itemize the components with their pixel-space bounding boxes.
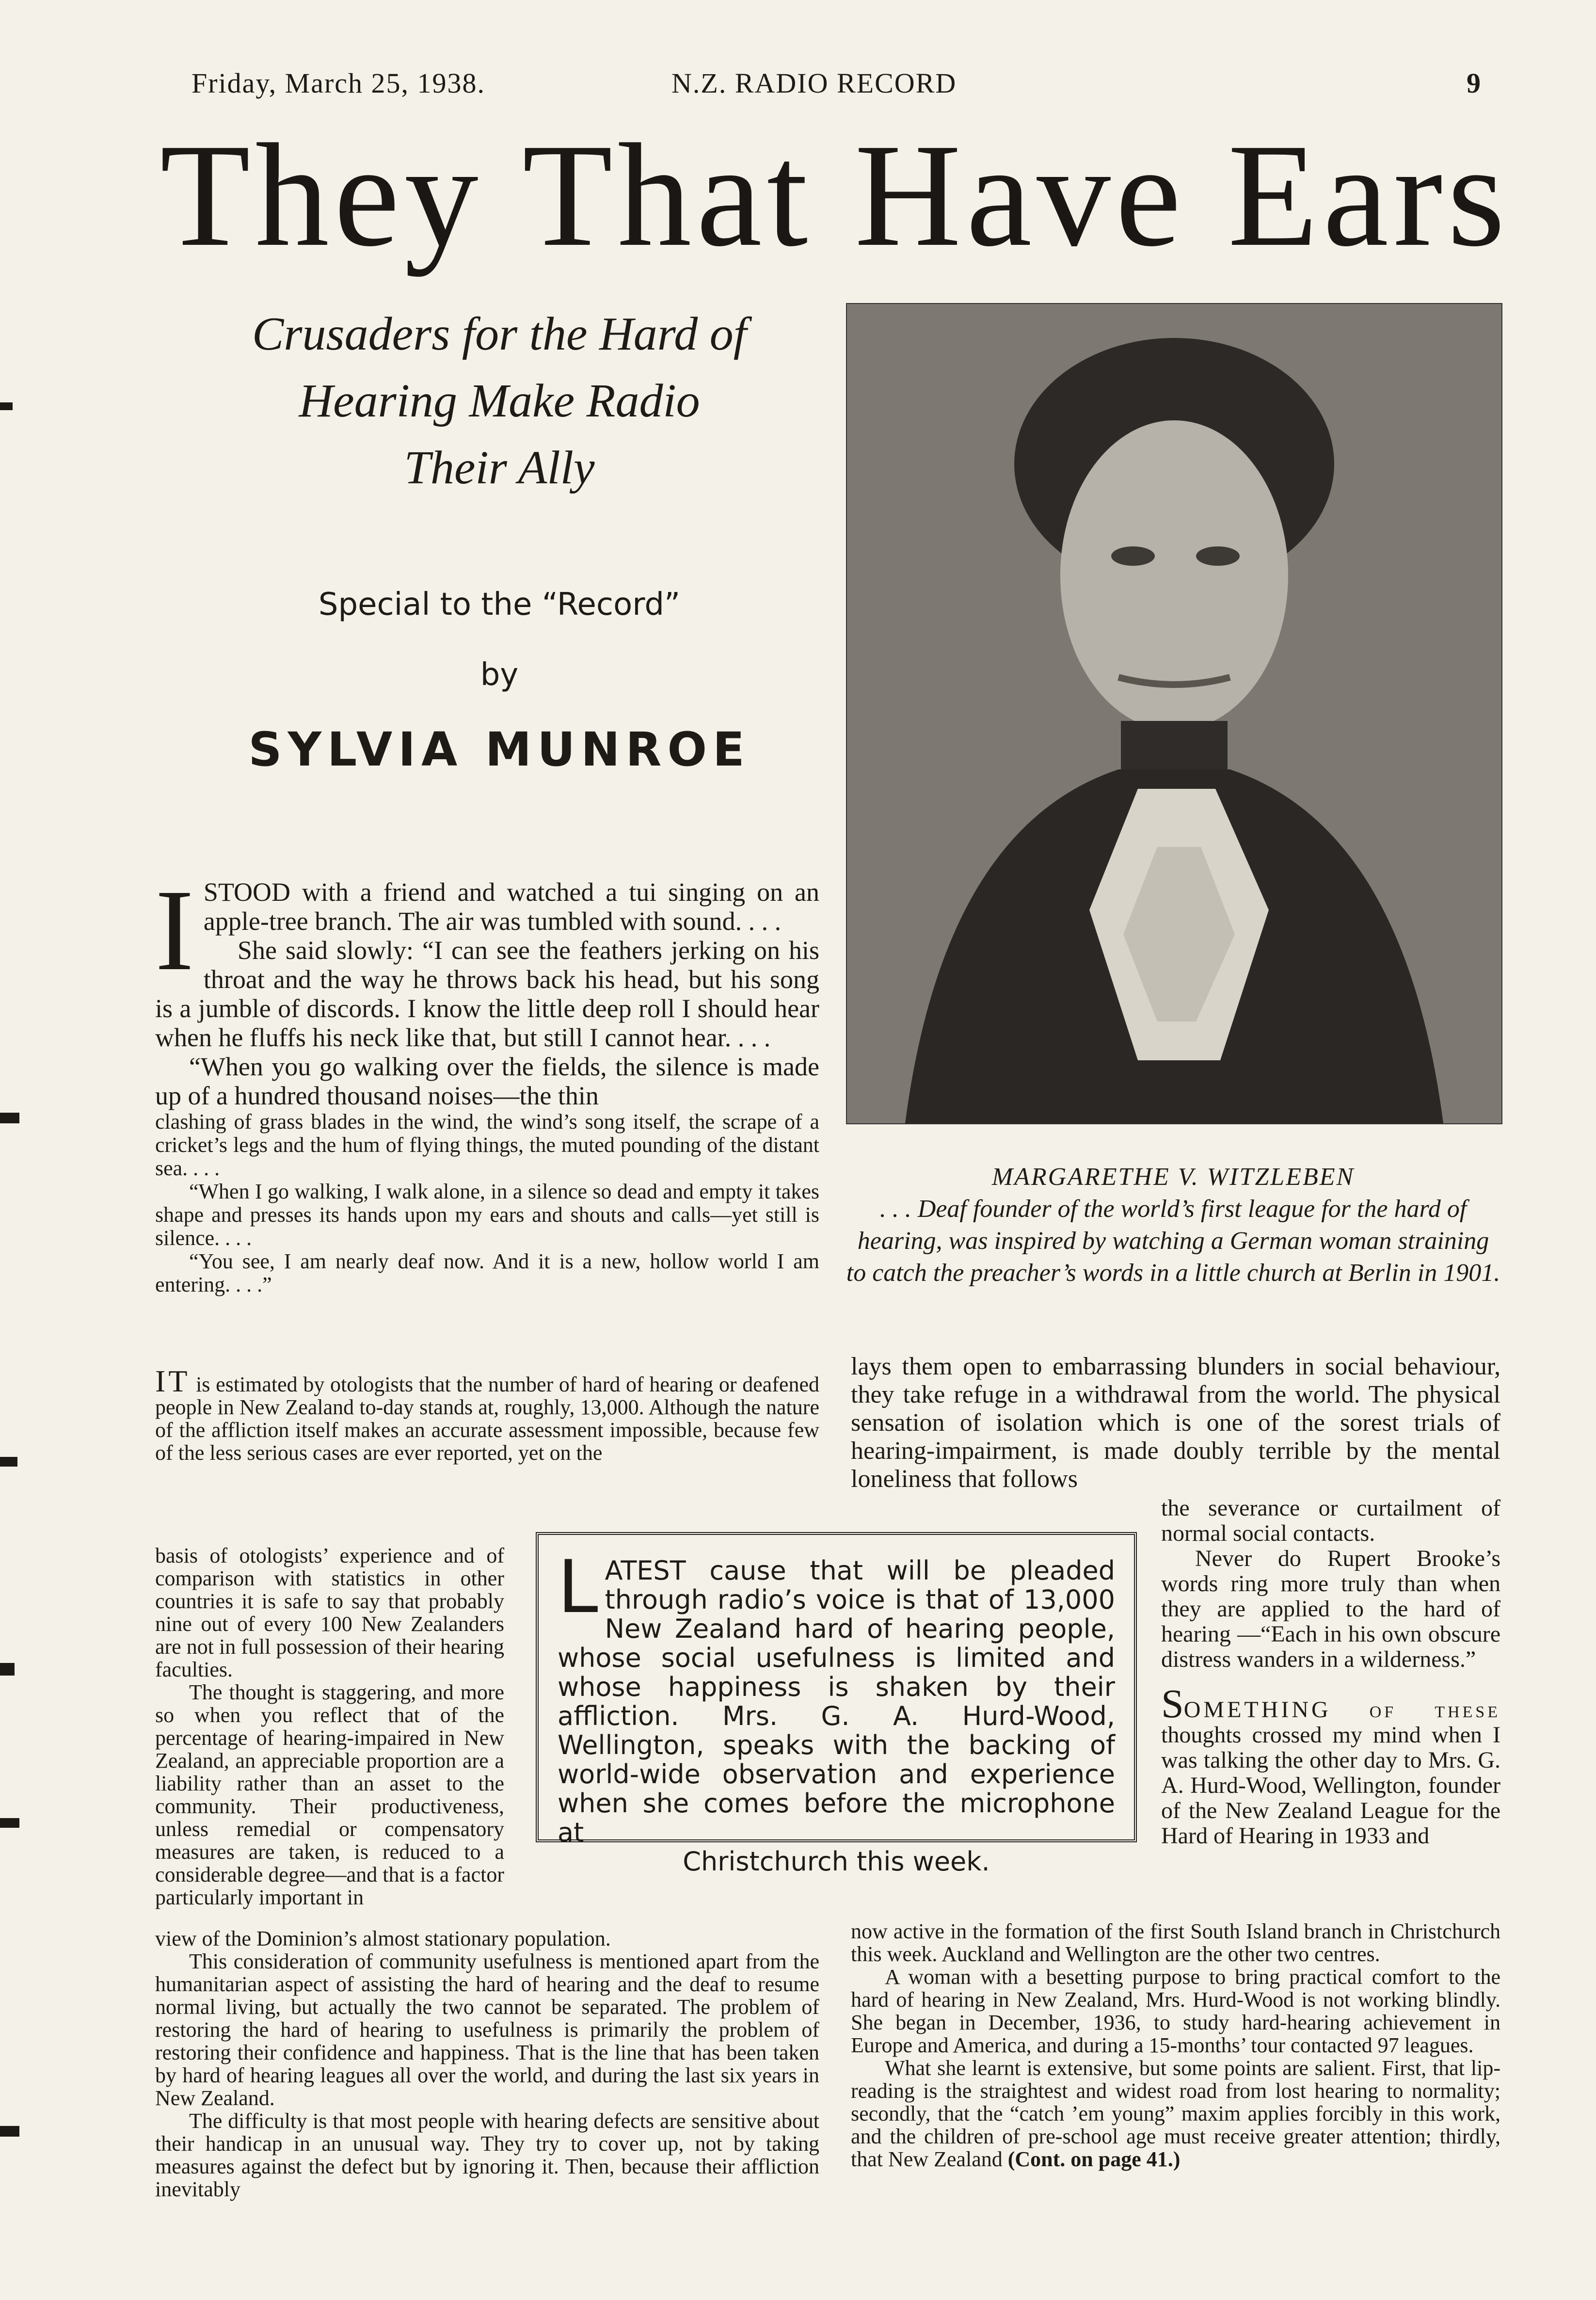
by-label: by <box>480 657 519 693</box>
author-name: SYLVIA MUNROE <box>248 722 750 777</box>
portrait-illustration <box>847 304 1501 1123</box>
column-1-narrow <box>155 1544 504 1909</box>
intro-paragraph-4: “When I go walking, I walk alone, in a silence so dead and empty it takes shape and presses its hands upon my ears and shouts and calls—yet still is silence. . . . <box>155 1180 819 1250</box>
col2-lead-cap: S <box>1161 1681 1184 1726</box>
article-title: They That Have Ears <box>160 113 1510 277</box>
col1-paragraph-3: This consideration of community usefulness is mentioned apart from the humanitarian aspect of assisting the hard of hearing and the deaf to resume normal living, but actually the two cannot be separated. The problem of restoring the hard of hearing to usefulness is primarily the problem of restoring their confidence and happiness. That is the line that has been taken by hard of hearing leagues all over the world, and during the last six years in New Zealand. <box>155 1949 819 2110</box>
intro-paragraph-2: She said slowly: “I can see the feathers jerking on his throat and the way he throws back his head, but his song is a jumble of discords. I know the little deep roll I should hear when he fluffs his neck like that, but still I cannot hear. . . . <box>155 936 819 1052</box>
column-2-bottom <box>851 1920 1500 2171</box>
margin-mark <box>0 1113 19 1123</box>
margin-mark <box>0 2126 19 2137</box>
special-note: Special to the “Record” <box>318 587 681 623</box>
column-2-narrow <box>1161 1496 1500 1849</box>
pull-quote-dropcap: L <box>558 1545 598 1629</box>
margin-mark <box>0 1818 19 1828</box>
col2-lead-words: OMETHING of these <box>1183 1697 1500 1723</box>
article-subtitle <box>175 301 824 501</box>
col2-paragraph-5 <box>851 2057 1500 2171</box>
col1-paragraph-2-end: view of the Dominion’s almost stationary population. <box>155 1927 611 1950</box>
intro-paragraph-3a: “When you go walking over the fields, the silence is made up of a hundred thousand noises—the thin <box>155 1052 819 1110</box>
col2-paragraph-3 <box>1161 1681 1500 1849</box>
margin-mark <box>0 1457 17 1467</box>
col1-paragraph-1 <box>155 1364 819 1465</box>
portrait-photo <box>846 303 1502 1124</box>
col1-paragraph-1-text: is estimated by otologists that the number of hard of hearing or deafened people in New Zealand to-day stands at, roughly, 13,000. Although the nature of the affliction itself makes an accurate assessment impossible, because few of the less serious cases are ever reported, yet on the <box>155 1373 819 1465</box>
page-number: 9 <box>1467 67 1482 99</box>
column-2-top <box>851 1353 1500 1493</box>
intro-section <box>155 865 819 1296</box>
intro-paragraph-5: “You see, I am nearly deaf now. And it is a new, hollow world I am entering. . . .” <box>155 1249 819 1296</box>
column-1-lead <box>155 1364 819 1465</box>
col1-paragraph-4: The difficulty is that most people with hearing defects are sensitive about their handicap in an unusual way. They try to cover up, not by taking measures against the defect but by ignoring it. Then, because their affliction inevitably <box>155 2109 819 2201</box>
intro-paragraph-1: STOOD with a friend and watched a tui singing on an apple-tree branch. The air was tumbled with sound. . . . <box>203 878 819 936</box>
col1-paragraph-1-cont: basis of otologists’ experience and of comparison with statistics in other countries it is safe to say that probably nine out of every 100 New Zealanders are not in full possession of their hearing faculties. <box>155 1544 504 1681</box>
margin-mark <box>0 402 13 410</box>
col1-lead-cap: IT <box>155 1364 191 1398</box>
col2-paragraph-2: Never do Rupert Brooke’s words ring more truly than when they are applied to the hard of hearing —“Each in his own obscure distress wanders in a wilderness.” <box>1161 1546 1500 1672</box>
caption-name: MARGARETHE V. WITZLEBEN <box>991 1163 1355 1191</box>
col1-paragraph-2: The thought is staggering, and more so when you reflect that of the percentage of hearing-impaired in New Zealand, an appreciable proportion are a liability rather than an asset to the community. Their productiveness, unless remedial or compensatory measures are taken, is reduced to a considerable degree—and that is a factor particularly important in <box>155 1680 504 1909</box>
subtitle-line-1: Crusaders for the Hard of <box>252 308 747 360</box>
caption-text: . . . Deaf founder of the world’s first league for the hard of hearing, was inspired by watching a German woman straining to catch the preacher’s words in a little church at Berlin in 1901. <box>846 1195 1500 1287</box>
pull-quote-text: ATEST cause that will be pleaded through radio’s voice is that of 13,000 New Zealand hard of hearing people, whose social usefulness is limited and whose happiness is shaken by their affliction. Mrs. G. A. Hurd-Wood, Wellington, speaks with the backing of world-wide observation and experience when she comes before the microphone at <box>558 1555 1115 1848</box>
pull-quote-last-line: Christchurch this week. <box>683 1846 990 1877</box>
photo-caption <box>846 1161 1500 1289</box>
issue-date: Friday, March 25, 1938. <box>192 67 486 99</box>
publication-name: N.Z. RADIO RECORD <box>671 67 957 99</box>
subtitle-line-3: Their Ally <box>404 442 595 494</box>
continued-note: (Cont. on page 41.) <box>1007 2147 1181 2171</box>
subtitle-line-2: Hearing Make Radio <box>299 375 700 427</box>
col2-paragraph-5-text: What she learnt is extensive, but some points are salient. First, that lip-reading is the straightest and widest road from lost hearing to normality; secondly, that the “catch ’em young” maxim applies forcibly in this work, and the children of pre-school age must receive greater attention; thirdly, that New Zealand <box>851 2056 1500 2171</box>
col2-paragraph-3-text: thoughts crossed my mind when I was talking the other day to Mrs. G. A. Hurd-Wood, Wellington, founder of the New Zealand League for the Hard of Hearing in 1933 and <box>1161 1722 1500 1849</box>
margin-mark <box>0 1663 15 1676</box>
pull-quote <box>558 1545 1115 1877</box>
col2-paragraph-1: lays them open to embarrassing blunders in social behaviour, they take refuge in a withdrawal from the world. The physical sensation of isolation which is one of the sorest trials of hearing-impairment, is made doubly terrible by the mental loneliness that follows <box>851 1353 1500 1493</box>
col2-paragraph-1-cont: the severance or curtailment of normal social contacts. <box>1161 1495 1500 1546</box>
col2-paragraph-4: A woman with a besetting purpose to bring practical comfort to the hard of hearing in New Zealand, Mrs. Hurd-Wood is not working blindly. She began in December, 1936, to study hard-hearing achievement in Europe and America, and during a 15-months’ tour contacted 97 leagues. <box>851 1965 1500 2057</box>
column-1-bottom <box>155 1927 819 2201</box>
col2-paragraph-3-end: now active in the formation of the first South Island branch in Christchurch this week. Auckland and Wellington are the other two centres. <box>851 1919 1500 1966</box>
intro-paragraph-3b: clashing of grass blades in the wind, the wind’s song itself, the scrape of a cricket’s legs and the hum of flying things, the muted pounding of the distant sea. . . . <box>155 1110 819 1180</box>
intro-dropcap: I <box>155 865 194 994</box>
